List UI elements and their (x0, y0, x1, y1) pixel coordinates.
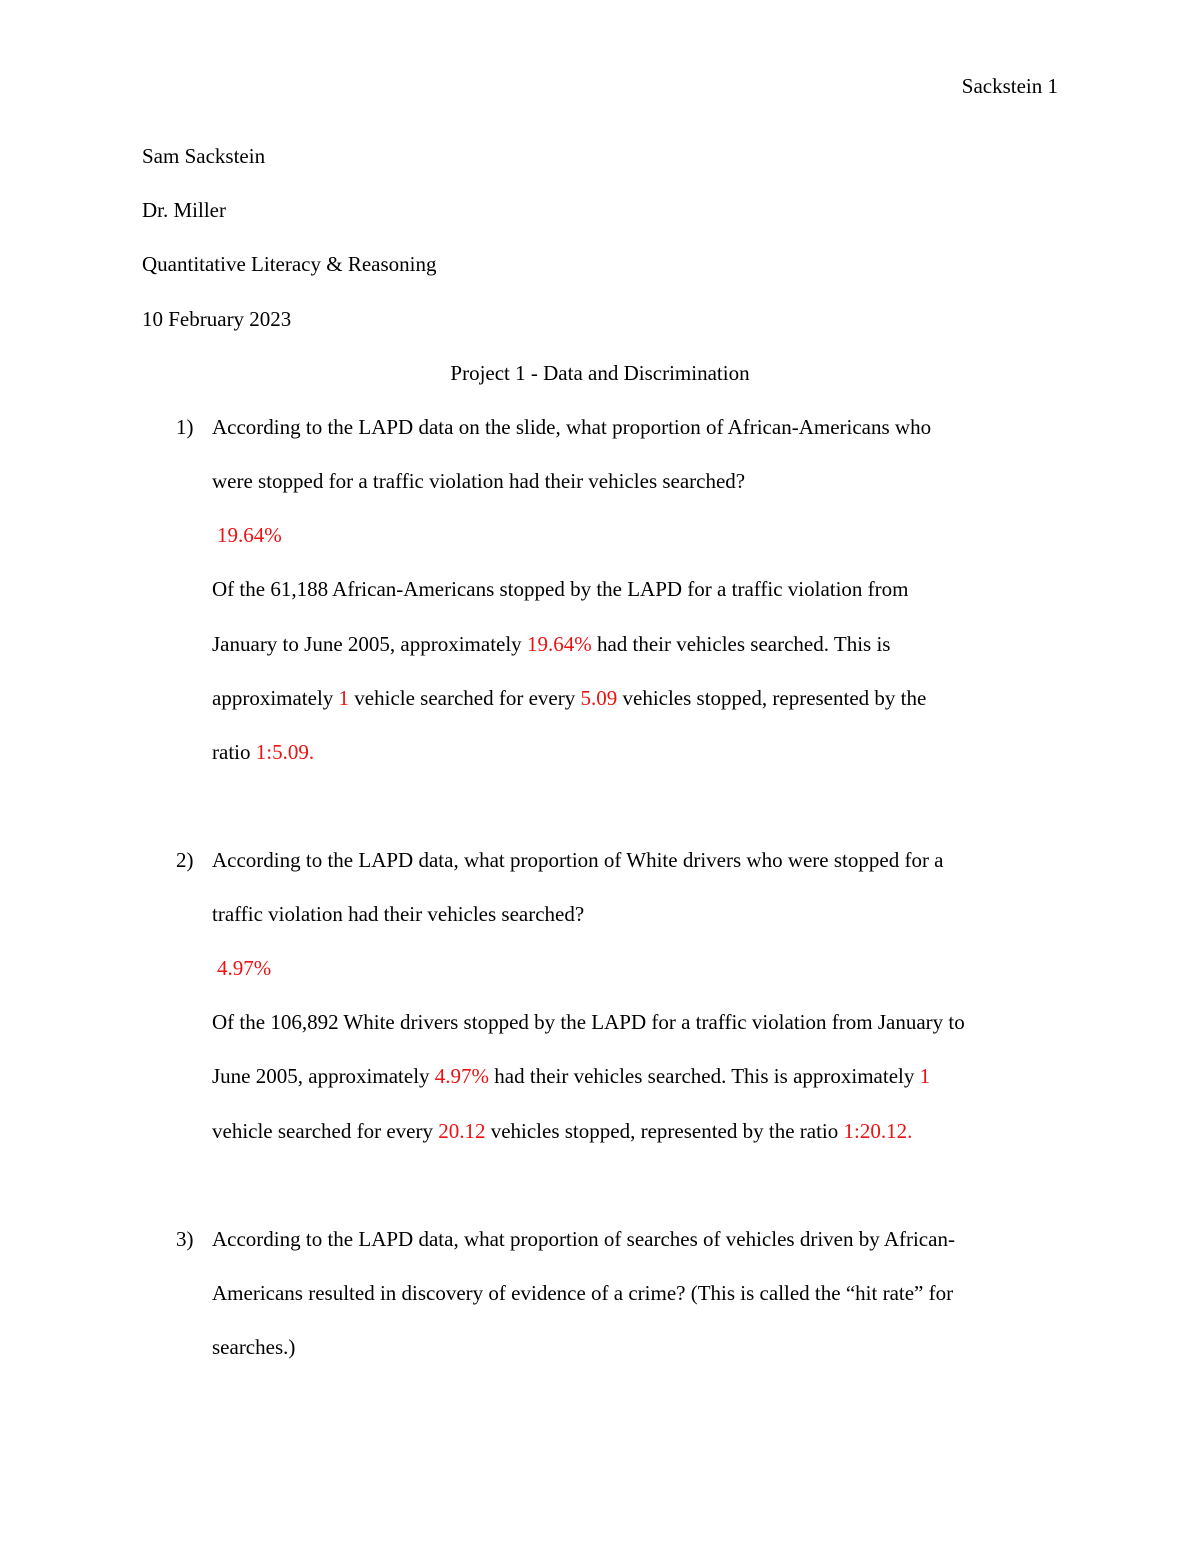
answer-2-stopped-count: 20.12 (438, 1119, 486, 1143)
question-1-answer: 19.64% (217, 523, 282, 547)
question-3-line-2: Americans resulted in discovery of evidence of a crime? (This is called the “hit rate” for (212, 1281, 954, 1305)
answer-2-percent: 4.97% (434, 1064, 490, 1088)
question-3-line-3: searches.) (212, 1335, 296, 1359)
page-header: Sackstein 1 (961, 74, 1058, 98)
course-name: Quantitative Literacy & Reasoning (142, 252, 437, 276)
question-1-line-2: were stopped for a traffic violation had their vehicles searched? (212, 469, 746, 493)
question-3-line-1: According to the LAPD data, what proportion of searches of vehicles driven by African- (212, 1227, 955, 1251)
question-2-line-1: According to the LAPD data, what proportion of White drivers who were stopped for a (212, 848, 944, 872)
answer-1-line-1: Of the 61,188 African-Americans stopped by the LAPD for a traffic violation from (212, 577, 909, 601)
document-date: 10 February 2023 (142, 307, 292, 331)
answer-1-line-2: January to June 2005, approximately 19.64% had their vehicles searched. This is (212, 632, 891, 656)
question-2-line-2: traffic violation had their vehicles searched? (212, 902, 585, 926)
answer-1-searched-count: 1 (338, 686, 350, 710)
answer-2-searched-count: 1 (919, 1064, 931, 1088)
document-title: Project 1 - Data and Discrimination (450, 361, 750, 385)
author-name: Sam Sackstein (142, 144, 266, 168)
answer-1-percent: 19.64% (526, 632, 592, 656)
answer-1-line-4: ratio 1:5.09. (212, 740, 315, 764)
question-3-number: 3) (176, 1227, 194, 1251)
question-1-line-1: According to the LAPD data on the slide, what proportion of African-Americans who (212, 415, 932, 439)
question-2-answer: 4.97% (217, 956, 272, 980)
answer-1-line-3: approximately 1 vehicle searched for every 5.09 vehicles stopped, represented by the (212, 686, 927, 710)
answer-1-ratio: 1:5.09. (255, 740, 315, 764)
answer-2-line-2: June 2005, approximately 4.97% had their vehicles searched. This is approximately 1 (212, 1064, 931, 1088)
answer-2-line-1: Of the 106,892 White drivers stopped by the LAPD for a traffic violation from January to (212, 1010, 965, 1034)
question-2-number: 2) (176, 848, 194, 872)
answer-2-ratio: 1:20.12. (843, 1119, 913, 1143)
instructor-name: Dr. Miller (142, 198, 226, 222)
question-1-number: 1) (176, 415, 194, 439)
answer-1-stopped-count: 5.09 (580, 686, 618, 710)
answer-2-line-3: vehicle searched for every 20.12 vehicles stopped, represented by the ratio 1:20.12. (212, 1119, 913, 1143)
